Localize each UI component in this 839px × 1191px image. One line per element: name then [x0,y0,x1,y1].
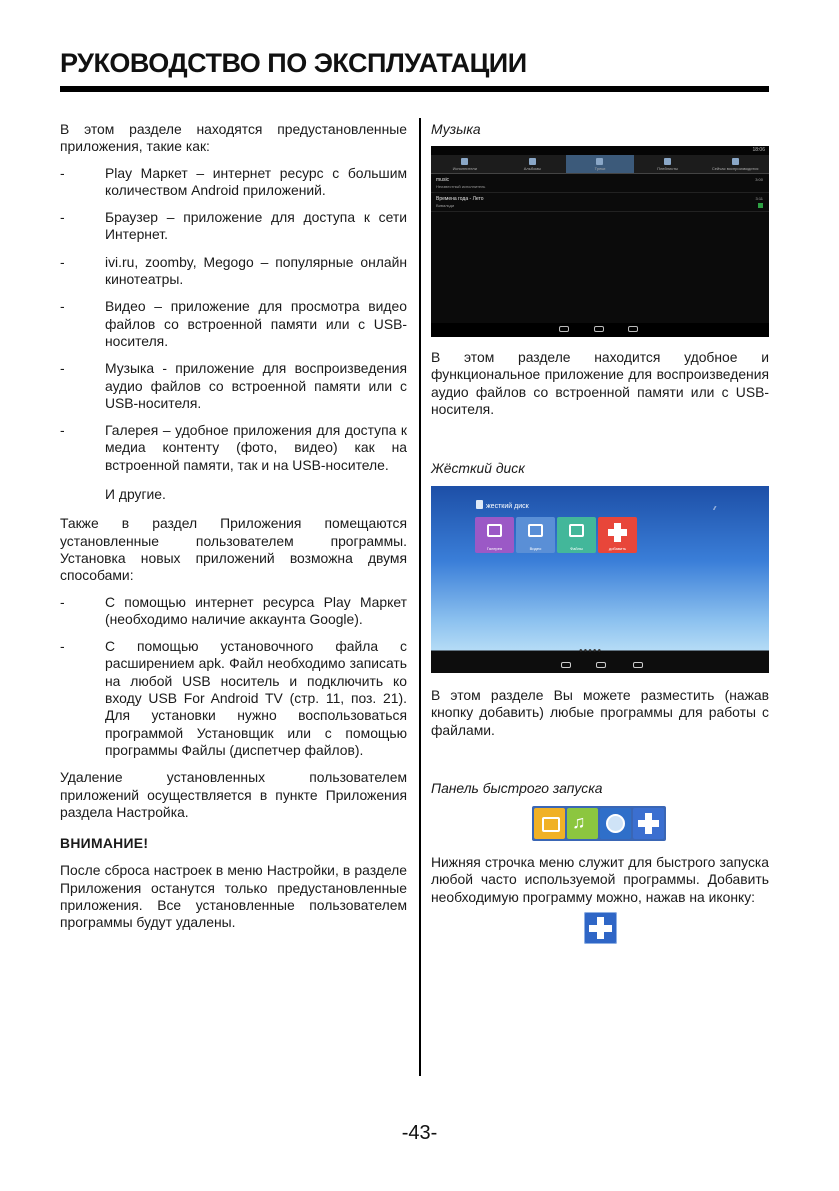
tracks-icon [596,158,603,165]
tab-artists: Исполнители [431,155,499,173]
video-icon [534,808,565,839]
list-item: - С помощью установочного файла с расширением apk. Файл необходимо записать на любой USB носитель и подключить ко входу USB For Android TV (стр. 11, поз. 21). Для установки нужно воспользоваться программой Установщик или с помощью программы Файлы (диспетчер файлов). [60,638,407,758]
home-icon [596,662,606,668]
others-text: И другие. [105,486,166,503]
tab-albums: Альбомы [499,155,567,173]
gallery-icon [487,524,502,537]
quick-launch-panel [532,806,666,841]
add-icon [584,912,617,944]
table-row: Времена года - Лето Вивальди 3:11 [431,193,769,212]
video-tile: Видео [516,517,555,553]
albums-icon [529,158,536,165]
tab-tracks: Треки [566,155,634,173]
hdd-title: жесткий диск [486,503,529,510]
music-description: В этом разделе находится удобное и функциональное приложение для воспроизведения аудио файлов со встроенной памяти или с USB-носителя. [431,349,769,417]
column-divider [419,118,421,1076]
list-item: - Браузер – приложение для доступа к сети Интернет. [60,209,407,243]
warning-title: ВНИМАНИЕ! [60,835,149,852]
files-icon [569,524,584,537]
list-item: - С помощью интернет ресурса Play Маркет (необходимо наличие аккаунта Google). [60,593,407,627]
tab-playlists: Плейлисты [634,155,702,173]
home-icon [594,326,604,332]
music-screenshot [431,146,769,337]
intro-paragraph: В этом разделе находятся предустановленные приложения, такие как: [60,121,407,155]
video-icon [528,524,543,537]
playing-indicator-icon [758,203,763,208]
left-column [60,121,407,932]
recent-apps-icon [633,662,643,668]
tab-now-playing: Сейчас воспроизводится [701,155,769,173]
files-tile: Файлы [557,517,596,553]
add-icon [633,808,664,839]
now-playing-icon [732,158,739,165]
artists-icon [461,158,468,165]
music-icon: ♫ [567,808,598,839]
add-tile: добавить [598,517,637,553]
hdd-caption: Жёсткий диск [431,460,525,476]
status-bar: 18:06 [431,146,769,155]
list-item: - Галерея – удобное приложения для доступа к медиа контенту (фото, видео) как на встроенной памяти, так и на USB-носителе. [60,422,407,473]
browser-icon [600,808,631,839]
music-caption: Музыка [431,121,481,137]
hdd-screenshot [431,486,769,673]
hdd-description: В этом разделе Вы можете разместить (нажав кнопку добавить) любые программы для работы с файлами. [431,687,769,738]
quick-launch-caption: Панель быстрого запуска [431,780,603,796]
music-tabs [431,155,769,174]
install-intro: Также в раздел Приложения помещаются установленные пользователем программы. Установка новых приложений возможна двумя способами: [60,515,407,584]
list-item: - ivi.ru, zoomby, Megogo – популярные онлайн кинотеатры. [60,253,407,288]
list-item: - Музыка - приложение для воспроизведения аудио файлов со встроенной памяти или с USB-носителя. [60,360,407,411]
page-dots: ●●●●● [579,648,603,654]
playlists-icon [664,158,671,165]
nav-bar [431,323,769,337]
pointer-icon: ⁄⁄ [714,506,716,512]
folder-icon [476,500,483,509]
warning-text: После сброса настроек в меню Настройки, в разделе Приложения останутся только предустановленные приложения. Все установленные пользователем программы будут удалены. [60,862,407,931]
page-number: -43- [401,1122,438,1144]
page-title: РУКОВОДСТВО ПО ЭКСПЛУАТАЦИИ [60,48,527,78]
title-rule [60,86,769,92]
removal-paragraph: Удаление установленных пользователем приложений осуществляется в пункте Приложения раздела Настройка. [60,769,407,820]
gallery-tile: Галерея [475,517,514,553]
back-icon [559,326,569,332]
quick-launch-description: Нижняя строчка меню служит для быстрого запуска любой часто используемой программы. Добавить необходимую программу можно, нажав на иконку: [431,854,769,905]
list-item: - Видео – приложение для просмотра видео файлов со встроенной памяти или с USB-носителя. [60,298,407,349]
table-row: music Неизвестный исполнитель 3:00 [431,174,769,193]
list-item: - Play Маркет – интернет ресурс с большим количеством Android приложений. [60,164,407,198]
back-icon [561,662,571,668]
recent-apps-icon [628,326,638,332]
